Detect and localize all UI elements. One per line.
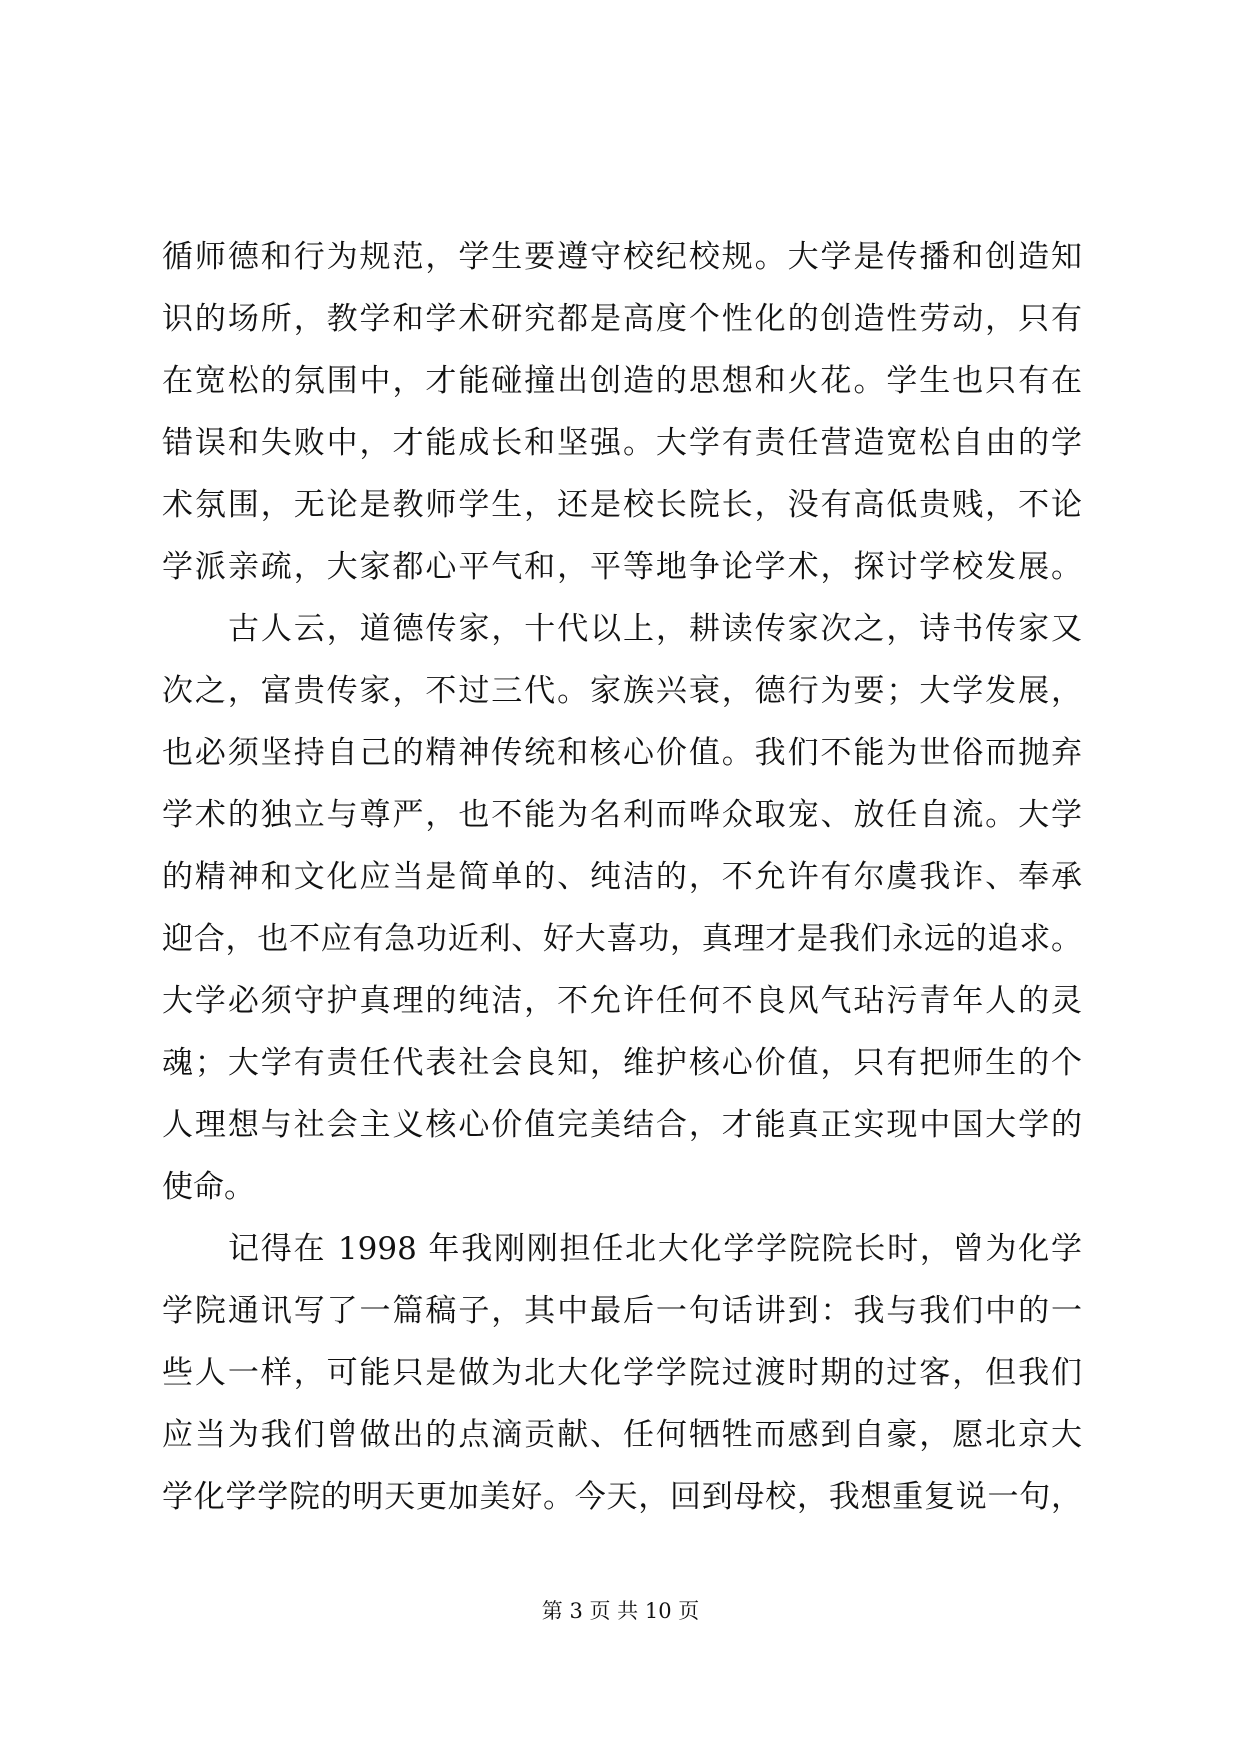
text-line: 在宽松的氛围中，才能碰撞出创造的思想和火花。学生也只有在	[162, 363, 1082, 399]
text-line: 也必须坚持自己的精神传统和核心价值。我们不能为世俗而抛弃	[162, 735, 1082, 771]
paragraph	[162, 598, 1082, 1218]
text-line: 次之，富贵传家，不过三代。家族兴衰，德行为要；大学发展，	[162, 673, 1082, 709]
text-line: 学派亲疏，大家都心平气和，平等地争论学术，探讨学校发展。	[162, 549, 1082, 585]
text-line: 学术的独立与尊严，也不能为名利而哗众取宠、放任自流。大学	[162, 797, 1082, 833]
text-line: 循师德和行为规范，学生要遵守校纪校规。大学是传播和创造知	[162, 239, 1082, 275]
text-line: 魂；大学有责任代表社会良知，维护核心价值，只有把师生的个	[162, 1045, 1082, 1081]
text-line: 使命。	[162, 1169, 255, 1205]
text-line: 术氛围，无论是教师学生，还是校长院长，没有高低贵贱，不论	[162, 487, 1082, 523]
text-line: 大学必须守护真理的纯洁，不允许任何不良风气玷污青年人的灵	[162, 983, 1082, 1019]
text-line: 学化学学院的明天更加美好。今天，回到母校，我想重复说一句，	[162, 1479, 1082, 1515]
text-line: 古人云，道德传家，十代以上，耕读传家次之，诗书传家又	[228, 611, 1082, 647]
text-line: 学院通讯写了一篇稿子，其中最后一句话讲到：我与我们中的一	[162, 1293, 1082, 1329]
page-number-footer: 第 3 页 共 10 页	[541, 1599, 700, 1623]
text-line: 些人一样，可能只是做为北大化学学院过渡时期的过客，但我们	[162, 1355, 1082, 1391]
text-line: 的精神和文化应当是简单的、纯洁的，不允许有尔虞我诈、奉承	[162, 859, 1082, 895]
body-text	[162, 226, 1082, 1528]
paragraph	[162, 226, 1082, 598]
text-line: 人理想与社会主义核心价值完美结合，才能真正实现中国大学的	[162, 1107, 1082, 1143]
text-line: 记得在 1998 年我刚刚担任北大化学学院院长时，曾为化学	[228, 1231, 1082, 1267]
text-line: 迎合，也不应有急功近利、好大喜功，真理才是我们永远的追求。	[162, 921, 1082, 957]
text-line: 错误和失败中，才能成长和坚强。大学有责任营造宽松自由的学	[162, 425, 1082, 461]
text-line: 应当为我们曾做出的点滴贡献、任何牺牲而感到自豪，愿北京大	[162, 1417, 1082, 1453]
text-line: 识的场所，教学和学术研究都是高度个性化的创造性劳动，只有	[162, 301, 1082, 337]
paragraph	[162, 1218, 1082, 1528]
